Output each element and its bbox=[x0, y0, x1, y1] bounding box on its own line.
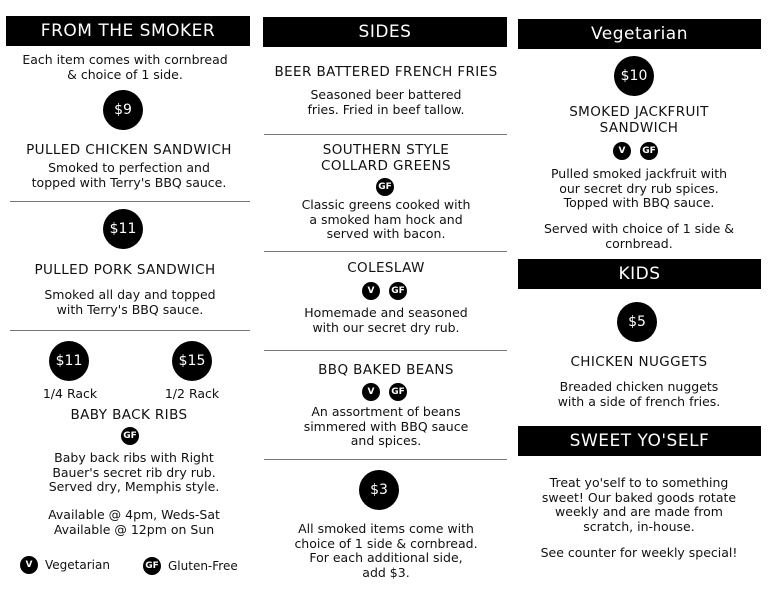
divider bbox=[10, 330, 250, 331]
item-baked-beans-desc: An assortment of beans simmered with BBQ sauce and spices. bbox=[303, 404, 469, 449]
gluten-free-badge: GF bbox=[121, 427, 139, 445]
item-jackfruit-desc: Pulled smoked jackfruit with our secret dry rub spices. Topped with BBQ sauce. bbox=[550, 166, 728, 211]
vegetarian-badge: V bbox=[362, 383, 380, 401]
item-collard-greens-desc: Classic greens cooked with a smoked ham hock and served with bacon. bbox=[301, 197, 471, 242]
ribs-availability: Available @ 4pm, Weds-Sat Available @ 12pm on Sun bbox=[48, 507, 220, 537]
item-chicken-nuggets-desc: Breaded chicken nuggets with a side of french fries. bbox=[557, 379, 721, 409]
sweet-desc: Treat yo'self to to something sweet! Our baked goods rotate weekly and are made from scratch, in-house. bbox=[541, 475, 737, 534]
item-pulled-chicken-name: PULLED CHICKEN SANDWICH bbox=[26, 142, 232, 158]
price-badge-10: $10 bbox=[614, 56, 654, 96]
vegetarian-header: Vegetarian bbox=[518, 19, 761, 49]
vegetarian-badge: V bbox=[362, 282, 380, 300]
divider bbox=[264, 350, 507, 351]
kids-header: KIDS bbox=[518, 259, 761, 289]
item-baby-back-ribs-name: BABY BACK RIBS bbox=[70, 407, 188, 423]
gluten-free-badge: GF bbox=[389, 383, 407, 401]
divider bbox=[264, 459, 507, 460]
item-coleslaw-desc: Homemade and seasoned with our secret dry rub. bbox=[304, 305, 468, 335]
gluten-free-badge: GF bbox=[389, 282, 407, 300]
gluten-free-legend-badge: GF bbox=[143, 557, 161, 575]
item-coleslaw-name: COLESLAW bbox=[347, 260, 425, 276]
sweet-header: SWEET YO'SELF bbox=[518, 426, 761, 456]
item-french-fries-desc: Seasoned beer battered fries. Fried in beef tallow. bbox=[307, 87, 465, 117]
item-jackfruit-name: SMOKED JACKFRUIT SANDWICH bbox=[569, 104, 709, 136]
item-pulled-pork-desc: Smoked all day and topped with Terry's BBQ sauce. bbox=[44, 287, 216, 317]
price-badge-9: $9 bbox=[103, 90, 143, 130]
price-badge-11: $11 bbox=[103, 209, 143, 249]
sides-note: All smoked items come with choice of 1 side & cornbread. For each additional side, add $3. bbox=[294, 521, 478, 580]
gluten-free-badge: GF bbox=[640, 142, 658, 160]
item-french-fries-name: BEER BATTERED FRENCH FRIES bbox=[274, 64, 498, 80]
item-collard-greens-name: SOUTHERN STYLE COLLARD GREENS bbox=[321, 142, 451, 174]
vegetarian-legend-label: Vegetarian bbox=[45, 558, 110, 572]
divider bbox=[264, 134, 507, 135]
vegetarian-legend-badge: V bbox=[20, 556, 38, 574]
quarter-rack-label: 1/4 Rack bbox=[42, 386, 98, 401]
smoker-intro: Each item comes with cornbread & choice of 1 side. bbox=[22, 52, 228, 82]
gluten-free-badge: GF bbox=[376, 178, 394, 196]
item-baked-beans-name: BBQ BAKED BEANS bbox=[318, 362, 454, 378]
half-rack-label: 1/2 Rack bbox=[164, 386, 220, 401]
price-badge-3: $3 bbox=[359, 470, 399, 510]
price-badge-half-rack: $15 bbox=[172, 341, 212, 381]
weekly-special-note: See counter for weekly special! bbox=[540, 545, 738, 560]
price-badge-quarter-rack: $11 bbox=[49, 341, 89, 381]
gluten-free-legend-label: Gluten-Free bbox=[168, 559, 238, 573]
item-pulled-chicken-desc: Smoked to perfection and topped with Terry's BBQ sauce. bbox=[31, 160, 227, 190]
item-pulled-pork-name: PULLED PORK SANDWICH bbox=[34, 262, 216, 278]
item-chicken-nuggets-name: CHICKEN NUGGETS bbox=[570, 354, 708, 370]
vegetarian-note: Served with choice of 1 side & cornbread. bbox=[544, 221, 734, 251]
divider bbox=[264, 251, 507, 252]
price-badge-5: $5 bbox=[617, 302, 657, 342]
vegetarian-badge: V bbox=[613, 142, 631, 160]
item-baby-back-ribs-desc: Baby back ribs with Right Bauer's secret rib dry rub. Served dry, Memphis style. bbox=[48, 450, 220, 495]
sides-header: SIDES bbox=[263, 17, 507, 47]
smoker-header: FROM THE SMOKER bbox=[6, 16, 250, 46]
divider bbox=[10, 201, 250, 202]
